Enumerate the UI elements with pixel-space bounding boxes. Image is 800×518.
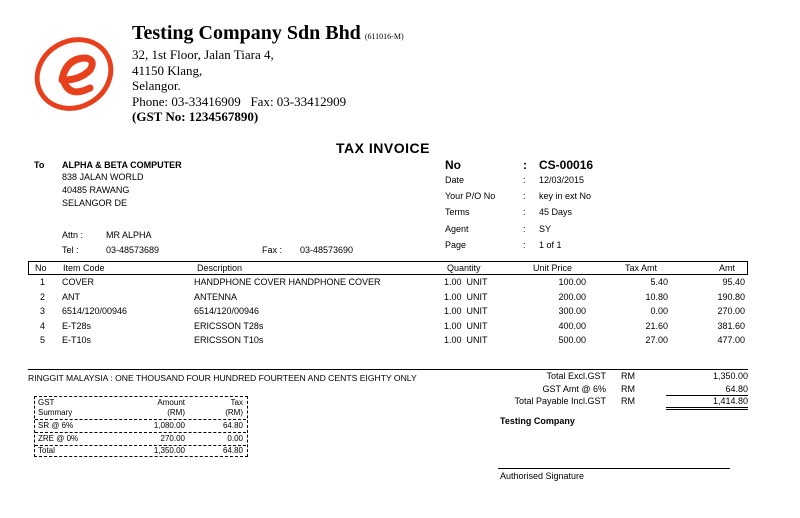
cell-unit-price: 300.00	[558, 306, 586, 316]
tel-label: Tel :	[62, 245, 79, 255]
company-address-line: Selangor.	[132, 78, 181, 93]
cell-quantity: 1.00 UNIT	[444, 320, 488, 331]
cell-description: ERICSSON T10s	[194, 335, 264, 345]
to-label: To	[34, 160, 45, 170]
cell-no: 3	[40, 306, 46, 316]
total-label: Total Payable Incl.GST	[514, 396, 606, 406]
customer-name: ALPHA & BETA COMPUTER	[62, 160, 182, 170]
col-header-quantity: Quantity	[447, 263, 481, 273]
cell-quantity: 1.00 UNIT	[444, 306, 488, 316]
gst-code: ZRE @ 0%	[38, 434, 79, 443]
fax-label: Fax :	[262, 245, 283, 255]
gst-tax: 64.80	[222, 446, 243, 455]
cell-no: 1	[40, 277, 46, 287]
gst-summary-row	[35, 420, 246, 433]
gst-header-col3b: (RM)	[225, 408, 243, 417]
totals-block	[470, 371, 750, 409]
meta-label: No	[445, 158, 461, 172]
cell-unit-price: 500.00	[558, 335, 586, 345]
meta-label: Your P/O No	[445, 191, 496, 202]
col-header-unit-price: Unit Price	[533, 263, 573, 273]
company-address	[132, 47, 346, 125]
company-reg-no: (611016-M)	[364, 32, 404, 41]
cell-item-code: COVER	[62, 277, 95, 287]
table-row	[28, 292, 748, 307]
signature-line	[498, 468, 730, 469]
gst-header-col2b: (RM)	[167, 408, 185, 417]
company-header	[132, 22, 404, 45]
cell-quantity: 1.00 UNIT	[444, 291, 488, 302]
gst-header-col1b: Summary	[38, 408, 73, 417]
customer-address-line: SELANGOR DE	[62, 198, 128, 208]
gst-code: SR @ 6%	[38, 421, 74, 430]
total-row	[470, 371, 750, 384]
amount-in-words: RINGGIT MALAYSIA : ONE THOUSAND FOUR HUNDRED FOURTEEN AND CENTS EIGHTY ONLY	[28, 373, 417, 383]
gst-header-col1: GST	[38, 398, 55, 407]
meta-value: 12/03/2015	[539, 175, 585, 185]
col-header-amt: Amt	[719, 263, 736, 273]
fax-value: 03-48573690	[300, 245, 354, 255]
cell-description: 6514/120/00946	[194, 306, 260, 316]
company-name: Testing Company Sdn Bhd	[132, 22, 361, 44]
meta-label: Agent	[445, 223, 469, 234]
tel-value: 03-48573689	[106, 245, 160, 255]
customer-address-line: 40485 RAWANG	[62, 185, 130, 195]
customer-address	[62, 171, 144, 210]
total-payable-value: 1,414.80	[712, 396, 748, 406]
cell-unit-price: 400.00	[558, 320, 586, 331]
cell-amt: 190.80	[717, 291, 745, 302]
cell-item-code: 6514/120/00946	[62, 306, 128, 316]
cell-tax-amt: 27.00	[645, 335, 668, 345]
cell-no: 2	[40, 291, 46, 302]
cell-unit-price: 200.00	[558, 291, 586, 302]
table-row	[28, 321, 748, 336]
cell-amt: 477.00	[717, 335, 745, 345]
meta-colon: :	[523, 191, 526, 202]
attn-value: MR ALPHA	[106, 230, 152, 240]
meta-label: Page	[445, 239, 467, 250]
company-address-line: 41150 Klang,	[132, 62, 203, 78]
company-logo	[28, 24, 122, 116]
gst-summary-box	[34, 396, 248, 457]
col-header-item-code: Item Code	[63, 263, 105, 273]
items-table-header	[28, 261, 748, 275]
gst-tax: 64.80	[222, 421, 243, 430]
document-title: TAX INVOICE	[336, 140, 430, 156]
table-bottom-divider	[28, 369, 748, 370]
cell-tax-amt: 5.40	[650, 277, 668, 287]
cell-description: ANTENNA	[194, 291, 238, 302]
gst-amount: 1,350.00	[153, 446, 185, 455]
signature-label: Authorised Signature	[500, 471, 585, 481]
meta-colon: :	[523, 223, 526, 234]
gst-code: Total	[38, 446, 55, 455]
meta-colon: :	[523, 239, 526, 250]
meta-value: 1 of 1	[539, 239, 562, 250]
totals-rule	[666, 395, 748, 396]
meta-colon: :	[523, 158, 527, 172]
table-row	[28, 335, 748, 350]
cell-tax-amt: 0.00	[650, 306, 668, 316]
total-currency: RM	[621, 383, 635, 394]
meta-colon: :	[523, 175, 526, 185]
total-currency: RM	[621, 371, 635, 381]
col-header-no: No	[35, 263, 47, 273]
total-value: 1,350.00	[712, 371, 748, 381]
total-label: GST Amt @ 6%	[542, 383, 606, 394]
meta-value: 45 Days	[539, 207, 573, 218]
gst-summary-total-row	[35, 445, 246, 456]
invoice-number: CS-00016	[539, 158, 594, 172]
cell-unit-price: 100.00	[558, 277, 586, 287]
gst-summary-header	[35, 397, 246, 420]
cell-amt: 381.60	[717, 320, 745, 331]
meta-colon: :	[523, 207, 526, 218]
cell-quantity: 1.00 UNIT	[444, 277, 488, 287]
totals-rule	[666, 407, 748, 408]
cell-amt: 95.40	[722, 277, 745, 287]
cell-item-code: E-T10s	[62, 335, 92, 345]
cell-item-code: E-T28s	[62, 320, 92, 331]
company-phone: Phone: 03-33416909 Fax: 03-33412909	[132, 93, 347, 109]
meta-label: Terms	[445, 207, 470, 218]
cell-description: ERICSSON T28s	[194, 320, 264, 331]
company-gst-no: (GST No: 1234567890)	[132, 109, 259, 124]
cell-amt: 270.00	[717, 306, 745, 316]
cell-no: 5	[40, 335, 46, 345]
col-header-tax-amt: Tax Amt	[625, 263, 658, 273]
cell-no: 4	[40, 320, 46, 331]
cell-description: HANDPHONE COVER HANDPHONE COVER	[194, 277, 381, 287]
cell-quantity: 1.00 UNIT	[444, 335, 488, 345]
gst-header-col3: Tax	[230, 398, 243, 407]
col-header-description: Description	[197, 263, 243, 273]
meta-value: SY	[539, 223, 552, 234]
table-row	[28, 277, 748, 292]
cell-tax-amt: 21.60	[645, 320, 668, 331]
meta-value: key in ext No	[539, 191, 592, 202]
cell-tax-amt: 10.80	[645, 291, 668, 302]
totals-double-rule	[666, 409, 748, 410]
company-address-line: 32, 1st Floor, Jalan Tiara 4,	[132, 47, 274, 62]
total-value: 64.80	[725, 383, 748, 394]
attn-label: Attn :	[62, 230, 84, 240]
total-currency: RM	[621, 396, 635, 406]
total-label: Total Excl.GST	[546, 371, 606, 381]
customer-address-line: 838 JALAN WORLD	[62, 172, 144, 182]
gst-amount: 270.00	[160, 434, 185, 443]
gst-amount: 1,080.00	[153, 421, 185, 430]
meta-label: Date	[445, 175, 465, 185]
table-row	[28, 306, 748, 321]
signature-company: Testing Company	[500, 416, 575, 426]
items-table-body	[28, 277, 748, 350]
gst-tax: 0.00	[227, 434, 243, 443]
cell-item-code: ANT	[62, 291, 80, 302]
gst-header-col2: Amount	[157, 398, 185, 407]
